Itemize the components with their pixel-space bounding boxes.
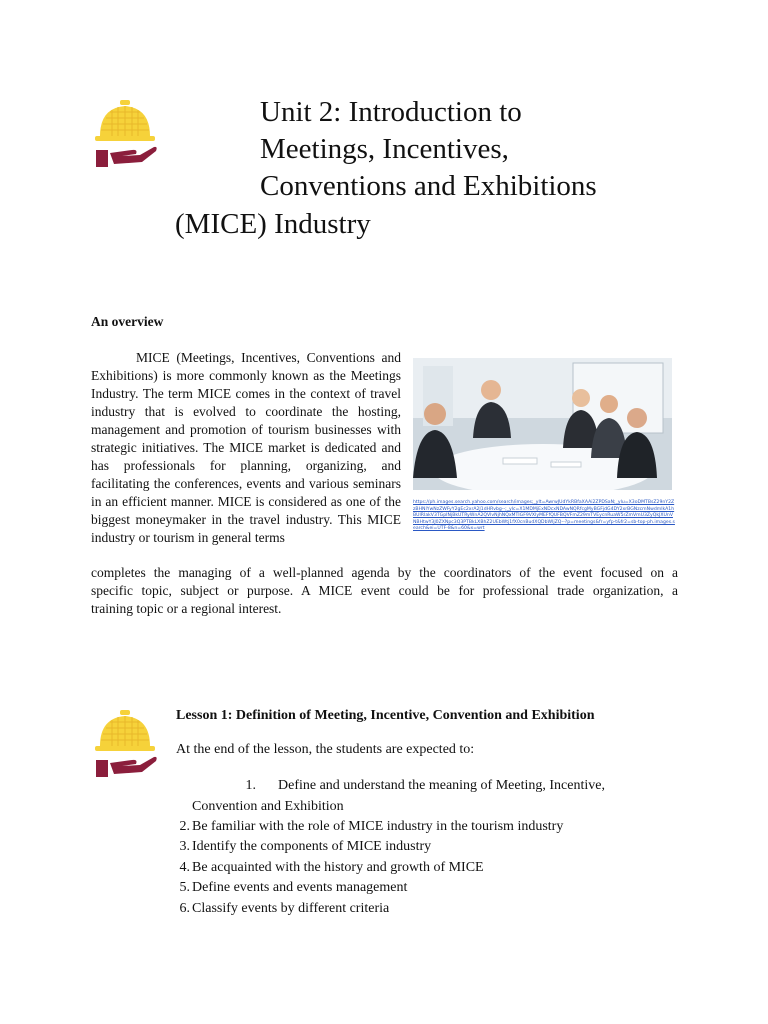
overview-heading: An overview bbox=[91, 314, 164, 329]
objective-number: 5. bbox=[179, 880, 190, 895]
objective-number: 2. bbox=[179, 819, 190, 834]
objective-number: 1. bbox=[245, 778, 256, 793]
objective-text: Define events and events management bbox=[192, 880, 408, 895]
objective-number: 3. bbox=[179, 839, 190, 854]
objective-text: Define and understand the meaning of Meeting, Incentive, bbox=[278, 778, 605, 793]
objective-item-1-continued bbox=[192, 799, 344, 815]
lesson-intro: At the end of the lesson, the students are expected to: bbox=[176, 742, 475, 757]
objective-text: Classify events by different criteria bbox=[192, 901, 390, 916]
objective-text: Identify the components of MICE industry bbox=[192, 839, 432, 854]
overview-paragraph-left: MICE (Meetings, Incentives, Conventions and Exhibitions) is more commonly known as the Meetings Industry. The term MICE comes in the context of travel industry that is evolved to coordinate the hosting, management and promotion of tourism businesses with strategic initiatives. The MICE market is dedicated and has professionals for planning, organizing, and facilitating the conferences, events and various seminars in an efficient manner. MICE is considered as one of the biggest moneymaker in the travel industry. This MICE industry or tourism in general terms bbox=[91, 350, 401, 545]
overview-line-2: specific topic, subject or purpose. A MICE event could be for professional trade organization, a bbox=[91, 583, 678, 598]
unit-title-line-4: (MICE) Industry bbox=[175, 208, 371, 240]
objective-text: Convention and Exhibition bbox=[192, 799, 344, 814]
objective-text: Be acquainted with the history and growth of MICE bbox=[192, 860, 484, 875]
overview-line-1: completes the managing of a well-planned agenda by the coordinators of the event focused on a bbox=[91, 565, 678, 580]
objective-number: 4. bbox=[179, 860, 190, 875]
objective-text: Be familiar with the role of MICE industry in the tourism industry bbox=[192, 819, 564, 834]
hand-holding-cloche-icon bbox=[92, 98, 160, 170]
image-source-link[interactable]: https://ph.images.search.yahoo.com/search/images;_ylt=AwrwJUdYkRBfaXAAi2ZPDSaN;_ylu=X3oDMTBsZ29nY2ZzBHNlYwNzZWFyY2gEc2xrA2J1dHRvbg--;_ylc=X1MDMjExNDcxNDAwNQRfcgMyBGFjdG4DY2xrBGNzcmNwdmlkA1hBUlRIakV3TGpINjBkUTRyWnA2QVlvNjhNQxMTIGF9VXlyMEFfQUFBQVFmZ29mTVEycnRuaW5rZmVmU3ZyQkJXUnVNBHtwY3J0ZXNpc3Q3PTBkLXBhZ2UEbWtj1fX0cnBudXQDbWljZQ--?p=meetings&fr=yfp-t&fr2=sb-top-ph.images.search&ei=UTF-8&n=60&x=wrt bbox=[413, 500, 675, 532]
objective-number: 6. bbox=[179, 901, 190, 916]
lesson-heading: Lesson 1: Definition of Meeting, Incentive, Convention and Exhibition bbox=[176, 708, 595, 723]
overview-line-3: training topic or a regional interest. bbox=[91, 601, 282, 616]
business-meeting-photo bbox=[413, 358, 672, 490]
unit-title-line-3: Conventions and Exhibitions bbox=[260, 170, 597, 202]
hand-holding-cloche-icon bbox=[92, 708, 160, 780]
unit-title-line-1: Unit 2: Introduction to bbox=[260, 96, 522, 128]
unit-title-line-2: Meetings, Incentives, bbox=[260, 133, 509, 165]
